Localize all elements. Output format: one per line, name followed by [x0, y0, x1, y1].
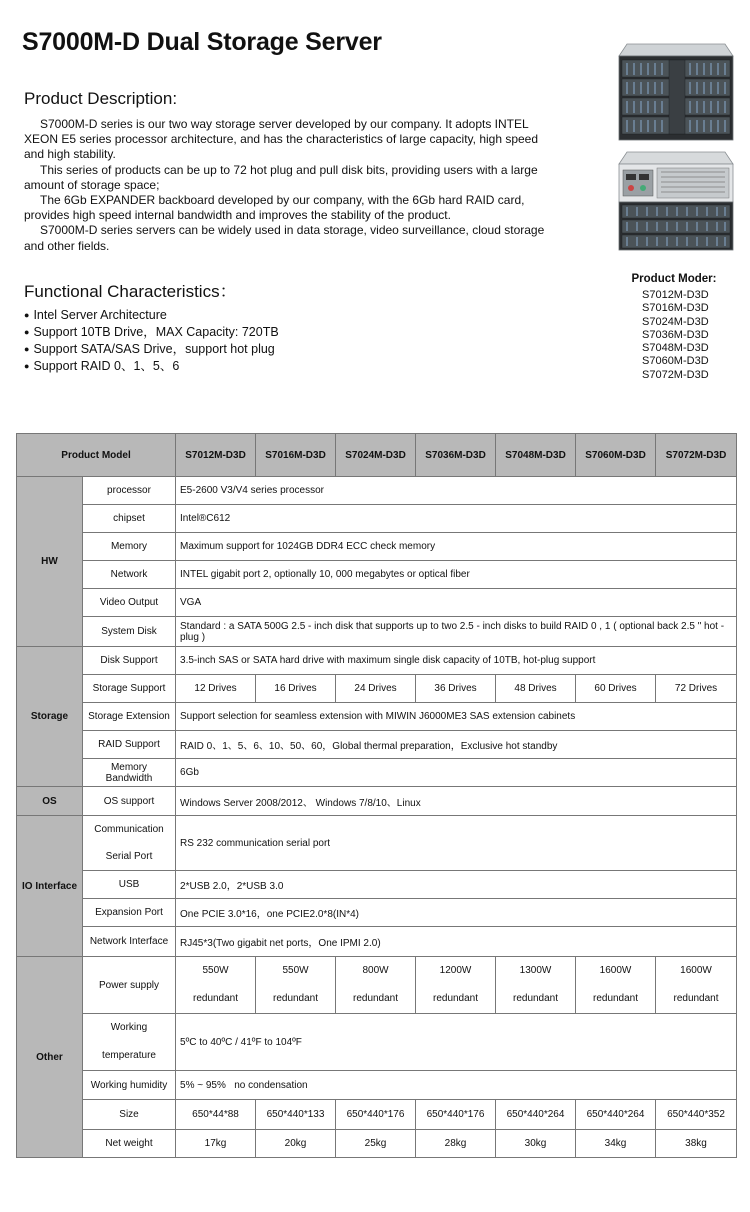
- row-cell: 24 Drives: [336, 675, 416, 703]
- product-description-heading: Product Description:: [24, 89, 178, 108]
- header-model: S7072M-D3D: [656, 434, 737, 477]
- row-cell: [336, 957, 416, 1014]
- row-label-line: Working: [110, 1022, 148, 1033]
- row-cell: 17kg: [176, 1130, 256, 1158]
- table-row: [17, 1100, 737, 1130]
- table-row: [17, 647, 737, 675]
- group-hw: HW: [17, 477, 83, 647]
- table-row: [17, 787, 737, 816]
- description-paragraph: The 6Gb EXPANDER backboard developed by our company, with the 6Gb hard RAID card, provides high speed internal bandwidth and improves the stability of the product.: [24, 193, 525, 223]
- power-line: 550W redundant: [192, 965, 239, 1004]
- row-cell: 16 Drives: [256, 675, 336, 703]
- table-row: [17, 1014, 737, 1071]
- table-row: [17, 899, 737, 927]
- description-paragraph: S7000M-D series is our two way storage server developed by our company. It adopts INTEL XEON E5 series processor architecture, and has the characteristics of large capacity, high speed and high stability.: [24, 117, 539, 162]
- power-line: 800W redundant: [352, 965, 399, 1004]
- row-label: Network Interface: [83, 927, 176, 957]
- row-value: One PCIE 3.0*16，one PCIE2.0*8(IN*4): [176, 899, 737, 927]
- table-row: [17, 759, 737, 787]
- row-cell: [576, 957, 656, 1014]
- row-value: RJ45*3(Two gigabit net ports，One IPMI 2.0): [176, 927, 737, 957]
- row-cell: 72 Drives: [656, 675, 737, 703]
- product-model-item: S7016M-D3D: [642, 302, 709, 315]
- row-cell: 650*440*264: [576, 1100, 656, 1130]
- power-line: 1600W: [599, 965, 632, 976]
- power-line: 1300W: [519, 965, 552, 976]
- product-model-item: S7060M-D3D: [642, 355, 709, 368]
- row-cell: [176, 957, 256, 1014]
- header-model: S7036M-D3D: [416, 434, 496, 477]
- product-model-heading: Product Moder:: [631, 273, 717, 285]
- row-cell: 34kg: [576, 1130, 656, 1158]
- row-value: 5% ~ 95% no condensation: [176, 1071, 737, 1100]
- table-row: [17, 731, 737, 759]
- row-value: Windows Server 2008/2012、 Windows 7/8/10、Linux: [176, 787, 737, 816]
- row-label: chipset: [83, 505, 176, 533]
- row-label: Power supply: [83, 957, 176, 1014]
- row-label: Storage Extension: [83, 703, 176, 731]
- row-value: 6Gb: [176, 759, 737, 787]
- product-model-item: S7024M-D3D: [642, 315, 709, 328]
- table-row: [17, 703, 737, 731]
- page-title: S7000M-D Dual Storage Server: [22, 28, 382, 56]
- row-cell: 650*440*133: [256, 1100, 336, 1130]
- row-cell: 30kg: [496, 1130, 576, 1158]
- row-cell: 12 Drives: [176, 675, 256, 703]
- row-value: E5-2600 V3/V4 series processor: [176, 477, 737, 505]
- row-label: [83, 1014, 176, 1071]
- row-label: OS support: [83, 787, 176, 816]
- header-model: S7060M-D3D: [576, 434, 656, 477]
- table-row: [17, 589, 737, 617]
- table-row: [17, 505, 737, 533]
- server-rear-image: [617, 150, 735, 252]
- row-cell: [656, 957, 737, 1014]
- row-label: Size: [83, 1100, 176, 1130]
- server-front-image: [617, 42, 735, 142]
- row-cell: 25kg: [336, 1130, 416, 1158]
- feature-item: ● Support 10TB Drive，MAX Capacity: 720TB: [24, 324, 279, 341]
- table-row: [17, 816, 737, 871]
- row-value: INTEL gigabit port 2, optionally 10, 000 megabytes or optical fiber: [176, 561, 737, 589]
- group-io: IO Interface: [17, 816, 83, 957]
- row-label: Storage Support: [83, 675, 176, 703]
- header-model: S7048M-D3D: [496, 434, 576, 477]
- product-model-list: [610, 273, 738, 382]
- table-row: [17, 957, 737, 1014]
- row-label: Working humidity: [83, 1071, 176, 1100]
- row-cell: 650*440*264: [496, 1100, 576, 1130]
- table-row: [17, 477, 737, 505]
- product-description: [24, 117, 554, 254]
- row-cell: 650*440*176: [336, 1100, 416, 1130]
- row-label: Expansion Port: [83, 899, 176, 927]
- table-row: [17, 675, 737, 703]
- table-row: [17, 871, 737, 899]
- feature-item: ● Support SATA/SAS Drive，support hot plug: [24, 341, 279, 358]
- description-paragraph: This series of products can be up to 72 hot plug and pull disk bits, providing users with a large amount of storage space;: [24, 162, 538, 192]
- table-row: [17, 1130, 737, 1158]
- group-storage: Storage: [17, 647, 83, 787]
- product-model-item: S7012M-D3D: [642, 289, 709, 301]
- power-line: redundant: [432, 993, 479, 1004]
- power-line: redundant: [673, 993, 719, 1004]
- row-value: Intel®C612: [176, 505, 737, 533]
- power-line: redundant: [512, 993, 559, 1004]
- row-label: Net weight: [83, 1130, 176, 1158]
- row-cell: [416, 957, 496, 1014]
- header-model: S7012M-D3D: [176, 434, 256, 477]
- functional-characteristics-heading: Functional Characteristics：: [24, 282, 237, 301]
- row-value: Maximum support for 1024GB DDR4 ECC check memory: [176, 533, 737, 561]
- row-cell: 48 Drives: [496, 675, 576, 703]
- row-cell: 60 Drives: [576, 675, 656, 703]
- feature-item: ● Intel Server Architecture: [24, 307, 279, 324]
- row-label-line: Serial Port: [105, 851, 153, 862]
- row-value: RAID 0、1、5、6、10、50、60，Global thermal preparation，Exclusive hot standby: [176, 731, 737, 759]
- product-model-item: S7048M-D3D: [642, 342, 709, 355]
- row-label: Video Output: [83, 589, 176, 617]
- product-model-item: S7072M-D3D: [642, 368, 709, 381]
- description-paragraph: S7000M-D series servers can be widely used in data storage, video surveillance, cloud storage and other fields.: [24, 223, 545, 253]
- row-value: 3.5-inch SAS or SATA hard drive with maximum single disk capacity of 10TB, hot-plug support: [176, 647, 737, 675]
- power-line: redundant: [592, 993, 639, 1004]
- power-line: 1200W: [439, 965, 472, 976]
- row-value: RS 232 communication serial port: [176, 816, 737, 871]
- row-label: Disk Support: [83, 647, 176, 675]
- row-cell: 36 Drives: [416, 675, 496, 703]
- table-header-row: [17, 434, 737, 477]
- row-cell: 20kg: [256, 1130, 336, 1158]
- table-row: [17, 561, 737, 589]
- row-cell: 650*440*352: [656, 1100, 737, 1130]
- row-cell: 28kg: [416, 1130, 496, 1158]
- row-value: Standard : a SATA 500G 2.5 - inch disk that supports up to two 2.5 - inch disks to build RAID 0 , 1 ( optional back 2.5 " hot - plug ): [176, 617, 737, 647]
- table-row: [17, 533, 737, 561]
- row-value: 5ºC to 40ºC / 41ºF to 104ºF: [176, 1014, 737, 1071]
- feature-item: ● Support RAID 0、1、5、6: [24, 358, 279, 375]
- row-label: Memory: [83, 533, 176, 561]
- row-cell: 38kg: [656, 1130, 737, 1158]
- row-label: System Disk: [83, 617, 176, 647]
- row-cell: 650*440*176: [416, 1100, 496, 1130]
- group-os: OS: [17, 787, 83, 816]
- feature-list: [24, 307, 279, 375]
- header-product-model: Product Model: [17, 434, 176, 477]
- group-other: Other: [17, 957, 83, 1158]
- header-model: S7024M-D3D: [336, 434, 416, 477]
- row-label: Memory Bandwidth: [83, 759, 176, 787]
- row-label: RAID Support: [83, 731, 176, 759]
- row-cell: 650*44*88: [176, 1100, 256, 1130]
- row-label: Network: [83, 561, 176, 589]
- row-label: processor: [83, 477, 176, 505]
- header-model: S7016M-D3D: [256, 434, 336, 477]
- row-value: 2*USB 2.0，2*USB 3.0: [176, 871, 737, 899]
- row-label-line: Communication: [94, 824, 164, 835]
- table-row: [17, 1071, 737, 1100]
- table-row: [17, 927, 737, 957]
- row-value: VGA: [176, 589, 737, 617]
- row-label: USB: [83, 871, 176, 899]
- row-label: [83, 816, 176, 871]
- table-row: [17, 617, 737, 647]
- row-cell: [256, 957, 336, 1014]
- product-model-item: S7036M-D3D: [642, 328, 709, 341]
- power-line: 1600W: [680, 965, 712, 976]
- row-value: Support selection for seamless extension with MIWIN J6000ME3 SAS extension cabinets: [176, 703, 737, 731]
- row-label-line: temperature: [102, 1050, 156, 1061]
- row-cell: [496, 957, 576, 1014]
- power-line: 550W redundant: [272, 965, 319, 1004]
- spec-table: [16, 433, 737, 1158]
